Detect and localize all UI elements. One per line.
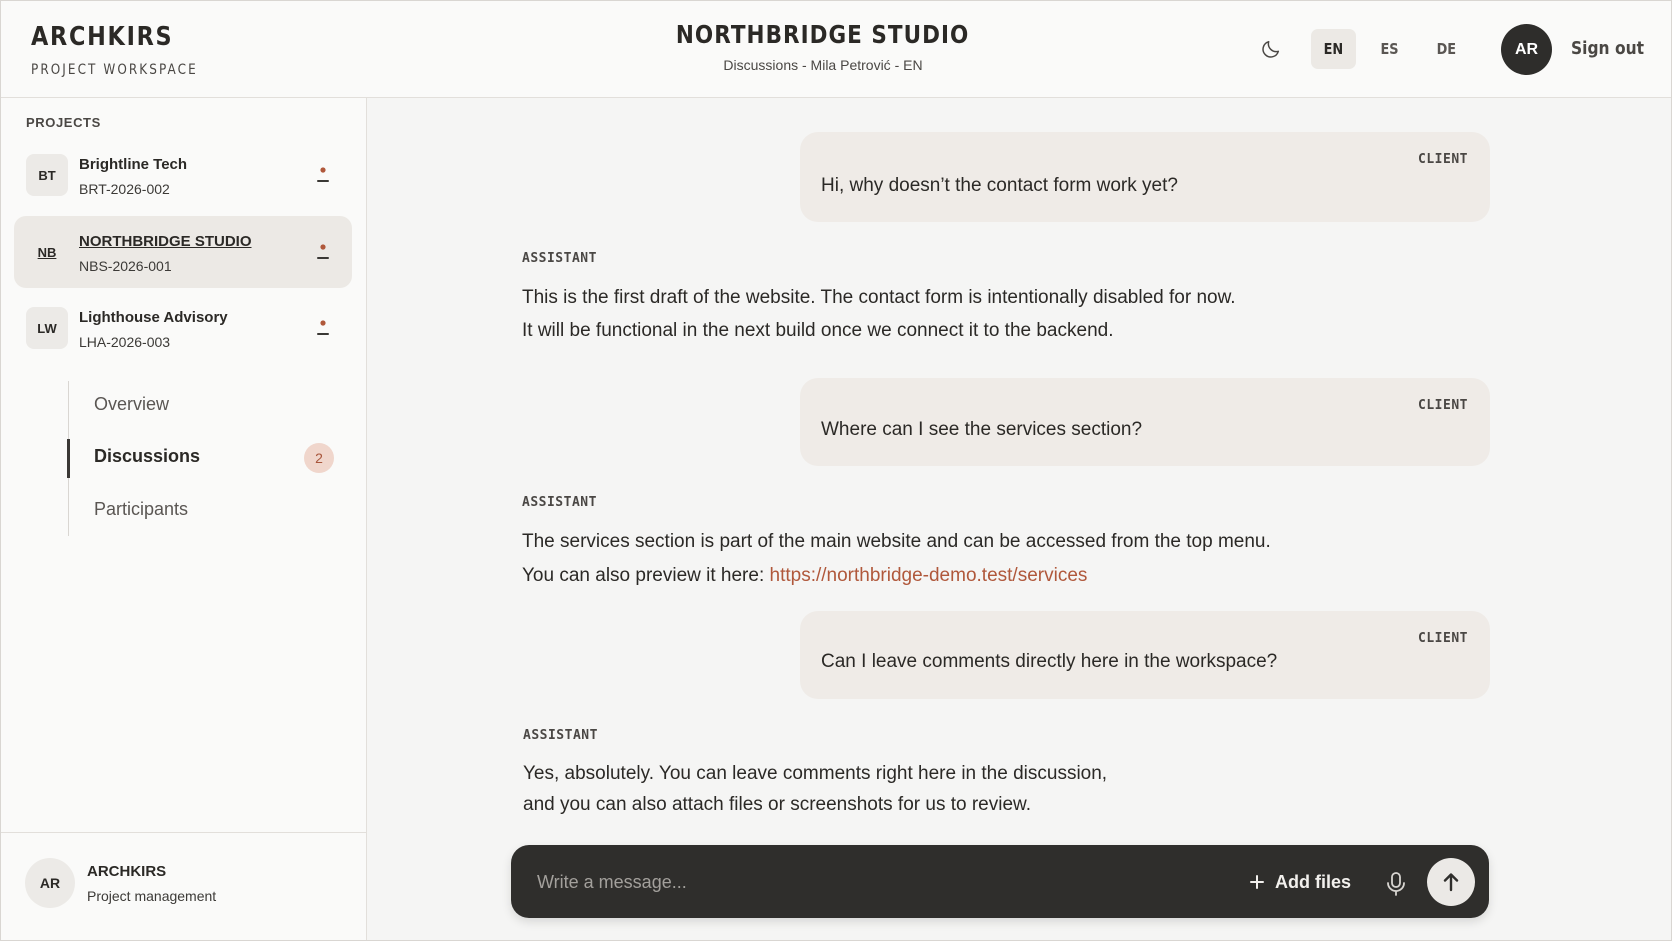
message-role: CLIENT: [1418, 152, 1468, 167]
message-composer: [511, 845, 1489, 918]
discussions-count-badge: 2: [304, 443, 334, 473]
client-message: [800, 132, 1490, 222]
project-name: NORTHBRIDGE STUDIO: [79, 233, 252, 250]
user-avatar[interactable]: AR: [1501, 24, 1552, 75]
microphone-icon[interactable]: [1385, 871, 1407, 897]
workspace-name: ARCHKIRS: [87, 863, 167, 880]
brand[interactable]: [31, 22, 225, 78]
workspace-role: Project management: [87, 888, 217, 904]
project-badge: BT: [26, 154, 68, 196]
page-title: NORTHBRIDGE STUDIO: [676, 20, 970, 49]
moon-icon: [1260, 38, 1282, 60]
services-link[interactable]: https://northbridge-demo.test/services: [769, 565, 1088, 586]
projects-heading: PROJECTS: [26, 115, 101, 130]
project-code: LHA-2026-003: [79, 334, 171, 350]
message-role: CLIENT: [1418, 398, 1468, 413]
assistant-message-text: You can also preview it here: https://northbridge-demo.test/services: [522, 565, 1088, 586]
subnav-discussions[interactable]: Discussions: [94, 446, 201, 466]
sidebar: [0, 98, 367, 941]
project-subnav: [68, 381, 338, 536]
subnav-participants[interactable]: Participants: [94, 499, 189, 519]
project-badge: LW: [26, 307, 68, 349]
message-role: CLIENT: [1418, 631, 1468, 646]
page-subtitle: Discussions - Mila Petrović - EN: [723, 57, 923, 73]
status-dot-icon: [316, 166, 330, 184]
assistant-message-text: This is the first draft of the website. The contact form is intentionally disabled for now.: [522, 287, 1236, 308]
status-dot-icon: [316, 243, 330, 261]
project-name: Lighthouse Advisory: [79, 309, 228, 326]
sign-out-button[interactable]: Sign out: [1571, 38, 1645, 59]
brand-name: ARCHKIRS: [31, 22, 174, 52]
message-input[interactable]: [537, 867, 1137, 897]
project-item-brightline[interactable]: [14, 139, 352, 211]
arrow-up-icon: [1440, 871, 1462, 893]
project-badge: NB: [26, 231, 68, 273]
plus-icon: [1249, 874, 1265, 890]
sidebar-footer[interactable]: [0, 832, 366, 941]
page-heading: [560, 20, 1086, 73]
assistant-role: ASSISTANT: [522, 251, 597, 266]
add-files-label: Add files: [1275, 871, 1352, 892]
add-files-button[interactable]: [1249, 867, 1351, 897]
assistant-message-text: and you can also attach files or screenshots for us to review.: [523, 794, 1031, 815]
message-text: Can I leave comments directly here in the workspace?: [821, 651, 1278, 672]
project-name: Brightline Tech: [79, 156, 188, 173]
message-text: Where can I see the services section?: [821, 419, 1143, 440]
theme-toggle-button[interactable]: [1255, 33, 1287, 65]
message-text: Hi, why doesn’t the contact form work yet?: [821, 175, 1178, 196]
brand-subtitle: PROJECT WORKSPACE: [31, 62, 198, 78]
assistant-message-text: The services section is part of the main website and can be accessed from the top menu.: [522, 531, 1271, 552]
top-header: [0, 0, 1672, 98]
send-button[interactable]: [1427, 858, 1475, 906]
assistant-message-text: Yes, absolutely. You can leave comments right here in the discussion,: [523, 763, 1108, 784]
subnav-overview[interactable]: Overview: [94, 394, 170, 414]
active-indicator: [67, 439, 70, 478]
project-code: NBS-2026-001: [79, 258, 172, 274]
assistant-role: ASSISTANT: [523, 728, 598, 743]
language-de-button[interactable]: DE: [1436, 40, 1457, 58]
workspace-avatar: AR: [25, 858, 75, 908]
assistant-role: ASSISTANT: [522, 495, 597, 510]
client-message: [800, 378, 1490, 466]
project-item-northbridge[interactable]: [14, 216, 352, 288]
language-en-button[interactable]: EN: [1311, 29, 1356, 69]
assistant-message-text: It will be functional in the next build once we connect it to the backend.: [522, 320, 1114, 341]
language-es-button[interactable]: ES: [1380, 40, 1399, 58]
project-code: BRT-2026-002: [79, 181, 170, 197]
project-item-lighthouse[interactable]: [14, 292, 352, 364]
status-dot-icon: [316, 319, 330, 337]
client-message: [800, 611, 1490, 699]
